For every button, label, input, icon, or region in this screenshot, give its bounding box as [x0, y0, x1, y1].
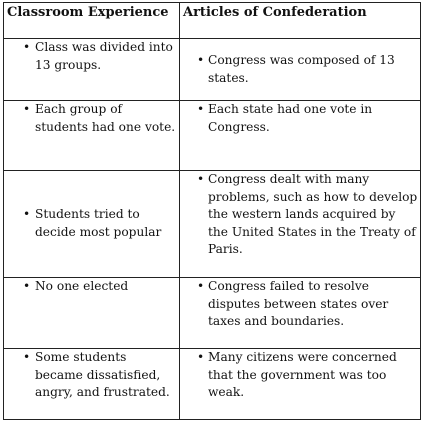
confederation-cell — [180, 101, 421, 171]
confederation-text: Many citizens were concerned that the government was too weak. — [208, 350, 397, 400]
classroom-cell — [4, 39, 180, 101]
table-row — [4, 349, 421, 420]
confederation-text: Congress was composed of 13 states. — [208, 52, 395, 85]
list-item — [180, 171, 420, 259]
list-item — [4, 206, 179, 241]
classroom-text: Some students became dissatisfied, angry, and frustrated. — [35, 350, 170, 400]
classroom-text: Students tried to decide most popular — [35, 207, 162, 239]
classroom-text: Each group of students had one vote. — [35, 102, 176, 134]
classroom-text: No one elected — [35, 279, 129, 293]
confederation-text: Congress dealt with many problems, such as how to develop the western lands acquired by the United States in the Treaty of Paris. — [208, 172, 418, 257]
table-row — [4, 39, 421, 101]
comparison-table — [3, 2, 421, 420]
list-item — [4, 101, 179, 136]
bullet-icon: • — [197, 172, 205, 186]
list-item — [4, 278, 179, 296]
table-row — [4, 278, 421, 349]
bullet-icon: • — [23, 279, 31, 293]
bullet-icon: • — [23, 350, 31, 364]
confederation-cell — [180, 278, 421, 349]
bullet-icon: • — [23, 207, 31, 222]
bullet-icon: • — [23, 40, 31, 54]
list-item — [180, 101, 420, 136]
header-row — [4, 3, 421, 39]
classroom-text: Class was divided into 13 groups. — [35, 40, 173, 72]
bullet-icon: • — [197, 279, 205, 293]
classroom-cell — [4, 278, 180, 349]
bullet-icon: • — [197, 350, 205, 364]
confederation-cell — [180, 349, 421, 420]
confederation-text: Congress failed to resolve disputes between states over taxes and boundaries. — [208, 279, 389, 329]
classroom-cell — [4, 101, 180, 171]
table-row — [4, 171, 421, 278]
confederation-text: Each state had one vote in Congress. — [208, 102, 373, 134]
bullet-icon: • — [23, 102, 31, 116]
classroom-cell — [4, 171, 180, 278]
confederation-cell — [180, 39, 421, 101]
list-item — [4, 39, 179, 74]
header-classroom-experience: Classroom Experience — [4, 3, 180, 39]
list-item — [180, 349, 420, 402]
bullet-icon: • — [197, 52, 205, 67]
bullet-icon: • — [197, 102, 205, 116]
table-row — [4, 101, 421, 171]
classroom-cell — [4, 349, 180, 420]
confederation-cell — [180, 171, 421, 278]
list-item — [180, 278, 420, 331]
header-articles-of-confederation: Articles of Confederation — [180, 3, 421, 39]
list-item — [180, 52, 420, 87]
list-item — [4, 349, 179, 402]
